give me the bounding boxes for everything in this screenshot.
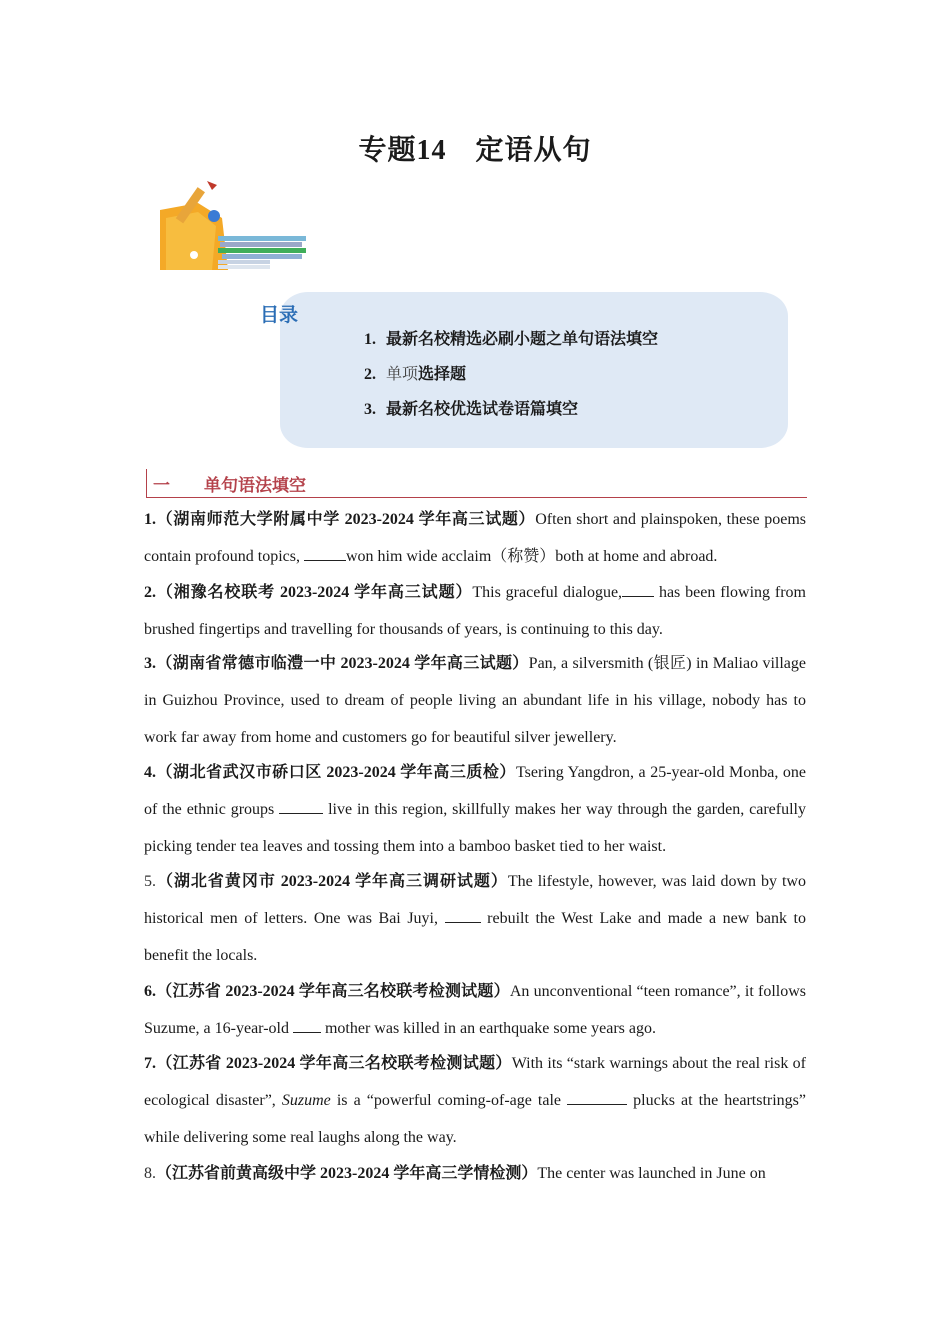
toc-item-1[interactable] xyxy=(364,326,658,349)
question-5 xyxy=(144,863,806,974)
question-source: （湖南省常德市临澧一中 2023-2024 学年高三试题） xyxy=(156,655,529,672)
question-text: Pan, a silversmith (银匠) in Maliao village in Guizhou Province, used to dream of people living an abundant life in his village, nobody has to work far away from home and customers go for beautiful silver jewellery. xyxy=(144,655,806,746)
toc-item-label: 最新名校优选试卷语篇填空 xyxy=(386,401,579,418)
question-source: （湖北省黄冈市 2023-2024 学年高三调研试题） xyxy=(156,873,508,890)
pencil-books-logo xyxy=(158,178,308,273)
question-text: is a “powerful coming-of-age tale xyxy=(330,1092,568,1109)
question-text: The lifestyle, however, was laid down by two historical men of letters. One was Bai Juyi, xyxy=(144,873,806,927)
question-text: The center was launched in June on xyxy=(537,1165,766,1182)
question-text: mother was killed in an earthquake some years ago. xyxy=(320,1020,656,1037)
question-1 xyxy=(144,501,806,575)
question-number: 6. xyxy=(144,983,156,1000)
answer-blank[interactable] xyxy=(445,908,481,923)
question-3 xyxy=(144,645,806,756)
question-number: 2. xyxy=(144,584,156,601)
toc-item-label-plain: 单项 xyxy=(386,366,419,383)
question-number: 8. xyxy=(144,1165,156,1182)
question-text: plucks at the heartstrings” while delivering some real laughs along the way. xyxy=(144,1092,807,1146)
answer-blank[interactable] xyxy=(567,1090,627,1105)
question-source: （江苏省前黄高级中学 2023-2024 学年高三学情检测） xyxy=(156,1165,538,1182)
answer-blank[interactable] xyxy=(279,799,323,814)
answer-blank[interactable] xyxy=(304,546,346,561)
toc-item-label: 最新名校精选必刷小题之单句语法填空 xyxy=(386,331,659,348)
question-text: has been flowing from brushed fingertips and travelling for thousands of years, is continuing to this day. xyxy=(144,584,806,638)
question-text: Often short and plainspoken, these poems contain profound topics, xyxy=(144,511,806,565)
toc-item-number: 1. xyxy=(364,331,376,348)
toc-item-number: 3. xyxy=(364,401,376,418)
section-title: 单句语法填空 xyxy=(204,476,306,495)
question-source: （江苏省 2023-2024 学年高三名校联考检测试题） xyxy=(156,983,510,1000)
question-text: With its “stark warnings about the real risk of ecological disaster”, xyxy=(144,1055,806,1109)
question-source: （江苏省 2023-2024 学年高三名校联考检测试题） xyxy=(156,1055,512,1072)
question-number: 5. xyxy=(144,873,156,890)
question-source: （湖南师范大学附属中学 2023-2024 学年高三试题） xyxy=(156,511,536,528)
question-number: 7. xyxy=(144,1055,156,1072)
question-text: rebuilt the West Lake and made a new bank to benefit the locals. xyxy=(144,910,806,964)
toc-item-label: 选择题 xyxy=(418,366,467,383)
toc-heading: 目录 xyxy=(260,304,299,326)
toc-item-2[interactable] xyxy=(364,361,466,384)
question-text: This graceful dialogue, xyxy=(472,584,623,601)
question-text: live in this region, skillfully makes her way through the garden, carefully picking tender tea leaves and tossing them into a bamboo basket tied to her waist. xyxy=(144,801,806,855)
toc-item-number: 2. xyxy=(364,366,376,383)
toc-panel xyxy=(280,292,788,448)
question-7 xyxy=(144,1045,806,1156)
question-source: （湘豫名校联考 2023-2024 学年高三试题） xyxy=(156,584,473,601)
question-6 xyxy=(144,973,806,1047)
answer-blank[interactable] xyxy=(293,1018,321,1033)
question-number: 1. xyxy=(144,511,156,528)
question-text: An unconventional “teen romance”, it follows Suzume, a 16-year-old xyxy=(144,983,806,1037)
toc-item-3[interactable] xyxy=(364,396,578,419)
question-2 xyxy=(144,574,806,648)
section-header xyxy=(146,469,807,498)
section-number: 一 xyxy=(153,476,170,495)
question-text: won him wide acclaim（称赞）both at home and abroad. xyxy=(345,548,718,565)
question-source: （湖北省武汉市硚口区 2023-2024 学年高三质检） xyxy=(156,764,516,781)
page-title: 专题14 定语从句 xyxy=(358,135,592,166)
answer-blank[interactable] xyxy=(622,582,654,597)
question-4 xyxy=(144,754,806,865)
question-text-italic: Suzume xyxy=(281,1092,331,1109)
question-number: 3. xyxy=(144,655,156,672)
question-8 xyxy=(144,1155,806,1192)
question-number: 4. xyxy=(144,764,156,781)
question-text: Tsering Yangdron, a 25-year-old Monba, one of the ethnic groups xyxy=(144,764,806,818)
